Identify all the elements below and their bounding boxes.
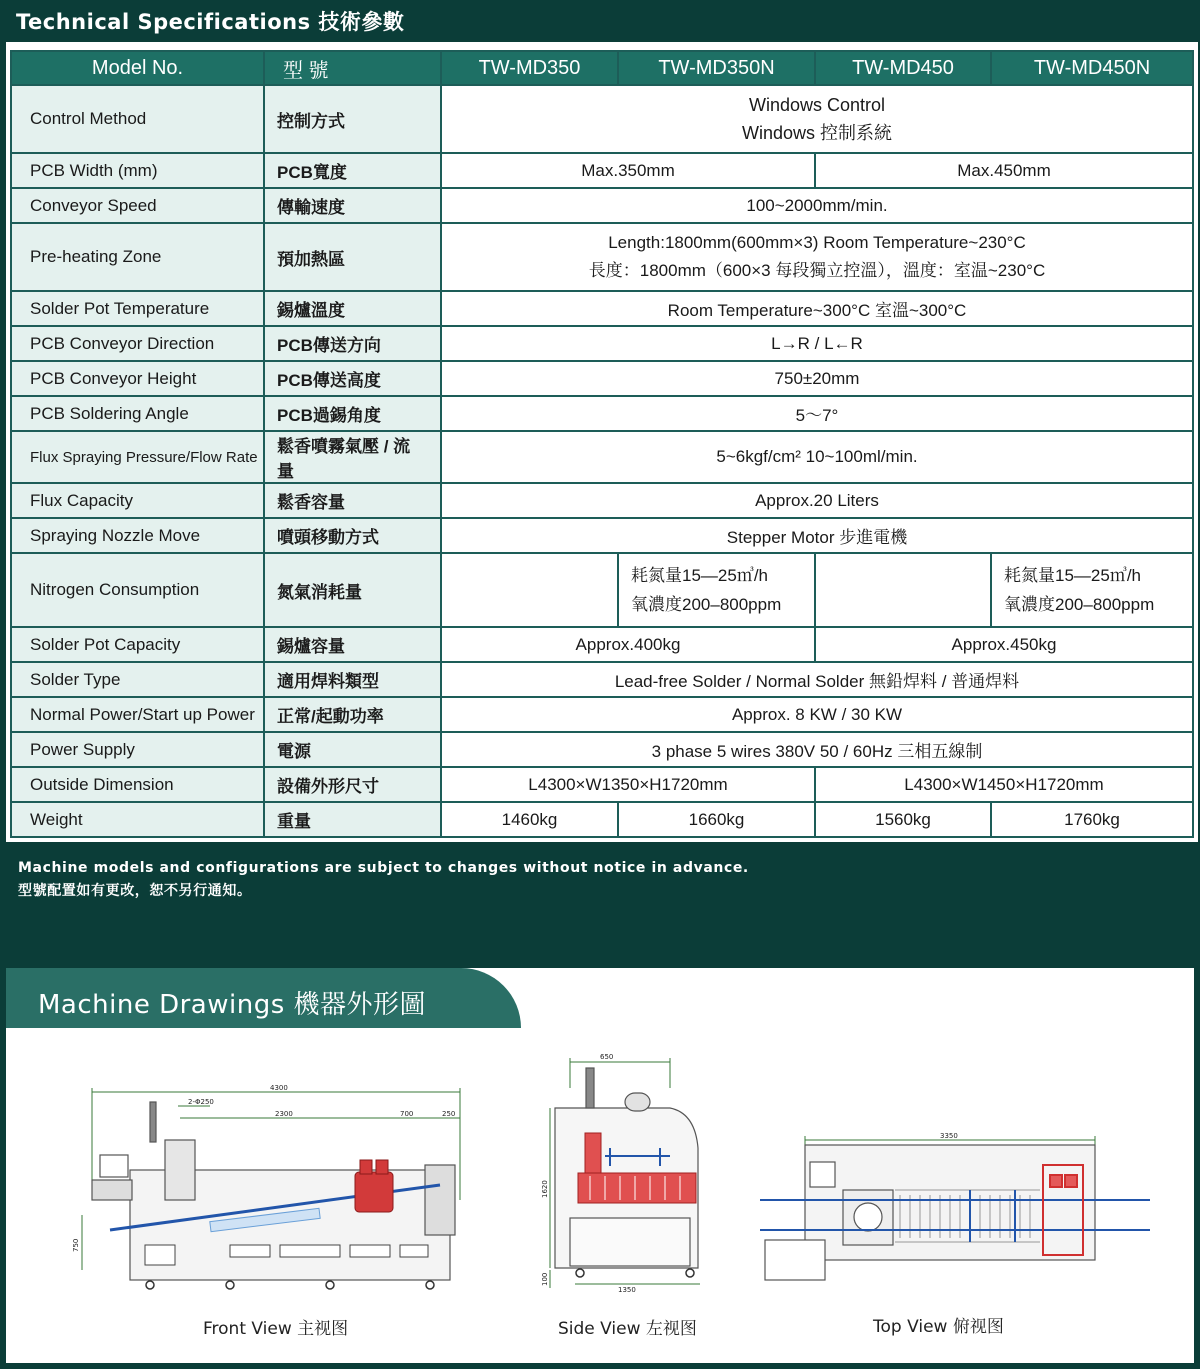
- table-row: [11, 483, 1193, 518]
- row-value: [441, 223, 1193, 291]
- row-label-cn: 傳輸速度: [264, 188, 441, 223]
- control-line-1: Windows Control: [748, 95, 886, 115]
- row-value: Approx.20 Liters: [441, 483, 1193, 518]
- row-label-en: PCB Soldering Angle: [11, 396, 264, 431]
- row-label-en: PCB Width (mm): [11, 153, 264, 188]
- row-label-en: Weight: [11, 802, 264, 837]
- table-row: [11, 732, 1193, 767]
- spec-table-panel: [6, 42, 1198, 842]
- nitrogen-md350n: [618, 553, 815, 627]
- top-view-drawing: [755, 1130, 1155, 1290]
- table-row: [11, 396, 1193, 431]
- weight-md350: 1460kg: [441, 802, 618, 837]
- front-view-caption: Front View 主视图: [203, 1319, 349, 1339]
- row-label-cn: 正常/起動功率: [264, 697, 441, 732]
- row-label-cn: 控制方式: [264, 85, 441, 153]
- row-value-450: L4300×W1450×H1720mm: [815, 767, 1193, 802]
- row-value: L→R / L←R: [441, 326, 1193, 361]
- table-row: [11, 697, 1193, 732]
- table-row: [11, 291, 1193, 326]
- row-label-en: PCB Conveyor Direction: [11, 326, 264, 361]
- nitrogen-md350n-line-2: 氧濃度200–800ppm: [631, 595, 782, 614]
- row-value: Stepper Motor 步進電機: [441, 518, 1193, 553]
- front-dim-3: 2300: [275, 1110, 293, 1118]
- side-view-drawing: [530, 1048, 730, 1298]
- drawings-title: Machine Drawings 機器外形圖: [38, 990, 427, 1020]
- row-value-450: Approx.450kg: [815, 627, 1193, 662]
- front-dim-6: 750: [72, 1238, 80, 1252]
- row-value: 100~2000mm/min.: [441, 188, 1193, 223]
- row-value: [441, 85, 1193, 153]
- row-value-350: Approx.400kg: [441, 627, 815, 662]
- nitrogen-md350n-line-1: 耗氮量15—25㎥/h: [631, 566, 768, 585]
- row-label-en: PCB Conveyor Height: [11, 361, 264, 396]
- nitrogen-md450: [815, 553, 991, 627]
- row-label-cn: 預加熱區: [264, 223, 441, 291]
- row-label-cn: 適用焊料類型: [264, 662, 441, 697]
- row-label-en: Solder Pot Temperature: [11, 291, 264, 326]
- nitrogen-md450n-line-1: 耗氮量15—25㎥/h: [1004, 566, 1141, 585]
- row-label-en: Control Method: [11, 85, 264, 153]
- top-dim-1: 3350: [940, 1132, 958, 1140]
- row-label-en: Nitrogen Consumption: [11, 553, 264, 627]
- row-label-en: Outside Dimension: [11, 767, 264, 802]
- row-label-cn: 重量: [264, 802, 441, 837]
- preheat-line-1: Length:1800mm(600mm×3) Room Temperature~230°C: [608, 233, 1026, 252]
- row-label-cn: 鬆香容量: [264, 483, 441, 518]
- weight-md450n: 1760kg: [991, 802, 1193, 837]
- row-value: Room Temperature~300°C 室溫~300°C: [441, 291, 1193, 326]
- row-label-en: Solder Type: [11, 662, 264, 697]
- weight-md450: 1560kg: [815, 802, 991, 837]
- front-dim-2: 2-Φ250: [188, 1098, 214, 1106]
- notice: [18, 857, 749, 903]
- row-label-cn: PCB傳送高度: [264, 361, 441, 396]
- row-value: 5～7°: [441, 396, 1193, 431]
- row-label-cn: 電源: [264, 732, 441, 767]
- top-view-caption: Top View 俯视图: [873, 1317, 1004, 1337]
- nitrogen-md350: [441, 553, 618, 627]
- front-view-drawing: [70, 1080, 470, 1295]
- table-row: [11, 153, 1193, 188]
- table-row: [11, 326, 1193, 361]
- model-label-en: Model No.: [11, 51, 264, 85]
- page-title: Technical Specifications 技術參數: [16, 10, 405, 34]
- row-value: 5~6kgf/cm² 10~100ml/min.: [441, 431, 1193, 483]
- row-label-cn: 鬆香噴霧氣壓 / 流量: [264, 431, 441, 483]
- model-md450: TW-MD450: [815, 51, 991, 85]
- row-label-cn: 設備外形尺寸: [264, 767, 441, 802]
- nitrogen-md450n: [991, 553, 1193, 627]
- row-label-en: Pre-heating Zone: [11, 223, 264, 291]
- notice-cn: 型號配置如有更改，恕不另行通知。: [18, 883, 252, 899]
- table-row: [11, 361, 1193, 396]
- front-dim-5: 250: [442, 1110, 456, 1118]
- row-value-350: Max.350mm: [441, 153, 815, 188]
- row-value-450: Max.450mm: [815, 153, 1193, 188]
- row-label-cn: PCB過錫角度: [264, 396, 441, 431]
- weight-md350n: 1660kg: [618, 802, 815, 837]
- side-dim-1: 650: [600, 1053, 614, 1061]
- row-label-en: Power Supply: [11, 732, 264, 767]
- row-label-en: Flux Spraying Pressure/Flow Rate: [11, 431, 264, 483]
- row-label-en: Solder Pot Capacity: [11, 627, 264, 662]
- notice-en: Machine models and configurations are subject to changes without notice in advance.: [18, 860, 749, 876]
- preheat-line-2: 長度：1800mm（600×3 每段獨立控溫），溫度：室温~230°C: [588, 261, 1046, 280]
- side-dim-4: 100: [541, 1272, 549, 1286]
- control-line-2: Windows 控制系統: [741, 123, 893, 143]
- table-row: [11, 802, 1193, 837]
- table-row: [11, 85, 1193, 153]
- table-row: [11, 431, 1193, 483]
- row-label-cn: PCB寬度: [264, 153, 441, 188]
- row-label-cn: 噴頭移動方式: [264, 518, 441, 553]
- table-row: [11, 767, 1193, 802]
- model-md350n: TW-MD350N: [618, 51, 815, 85]
- table-row: [11, 223, 1193, 291]
- row-value-350: L4300×W1350×H1720mm: [441, 767, 815, 802]
- row-label-en: Spraying Nozzle Move: [11, 518, 264, 553]
- side-dim-2: 1620: [541, 1180, 549, 1198]
- row-value: Lead-free Solder / Normal Solder 無鉛焊料 / 普通焊料: [441, 662, 1193, 697]
- table-header-row: [11, 51, 1193, 85]
- model-md450n: TW-MD450N: [991, 51, 1193, 85]
- row-label-en: Normal Power/Start up Power: [11, 697, 264, 732]
- spec-table: [10, 50, 1194, 838]
- row-label-cn: PCB傳送方向: [264, 326, 441, 361]
- table-row: [11, 553, 1193, 627]
- row-label-cn: 氮氣消耗量: [264, 553, 441, 627]
- model-label-cn: 型 號: [264, 51, 441, 85]
- front-dim-1: 4300: [270, 1084, 288, 1092]
- model-md350: TW-MD350: [441, 51, 618, 85]
- row-value: 3 phase 5 wires 380V 50 / 60Hz 三相五線制: [441, 732, 1193, 767]
- side-dim-3: 1350: [618, 1286, 636, 1294]
- table-row: [11, 662, 1193, 697]
- front-dim-4: 700: [400, 1110, 414, 1118]
- row-label-en: Conveyor Speed: [11, 188, 264, 223]
- side-view-caption: Side View 左视图: [558, 1319, 697, 1339]
- row-label-cn: 錫爐溫度: [264, 291, 441, 326]
- header-bar: [0, 0, 1200, 40]
- table-row: [11, 188, 1193, 223]
- table-row: [11, 627, 1193, 662]
- row-label-cn: 錫爐容量: [264, 627, 441, 662]
- table-row: [11, 518, 1193, 553]
- nitrogen-md450n-line-2: 氧濃度200–800ppm: [1004, 595, 1155, 614]
- row-value: Approx. 8 KW / 30 KW: [441, 697, 1193, 732]
- row-label-en: Flux Capacity: [11, 483, 264, 518]
- row-value: 750±20mm: [441, 361, 1193, 396]
